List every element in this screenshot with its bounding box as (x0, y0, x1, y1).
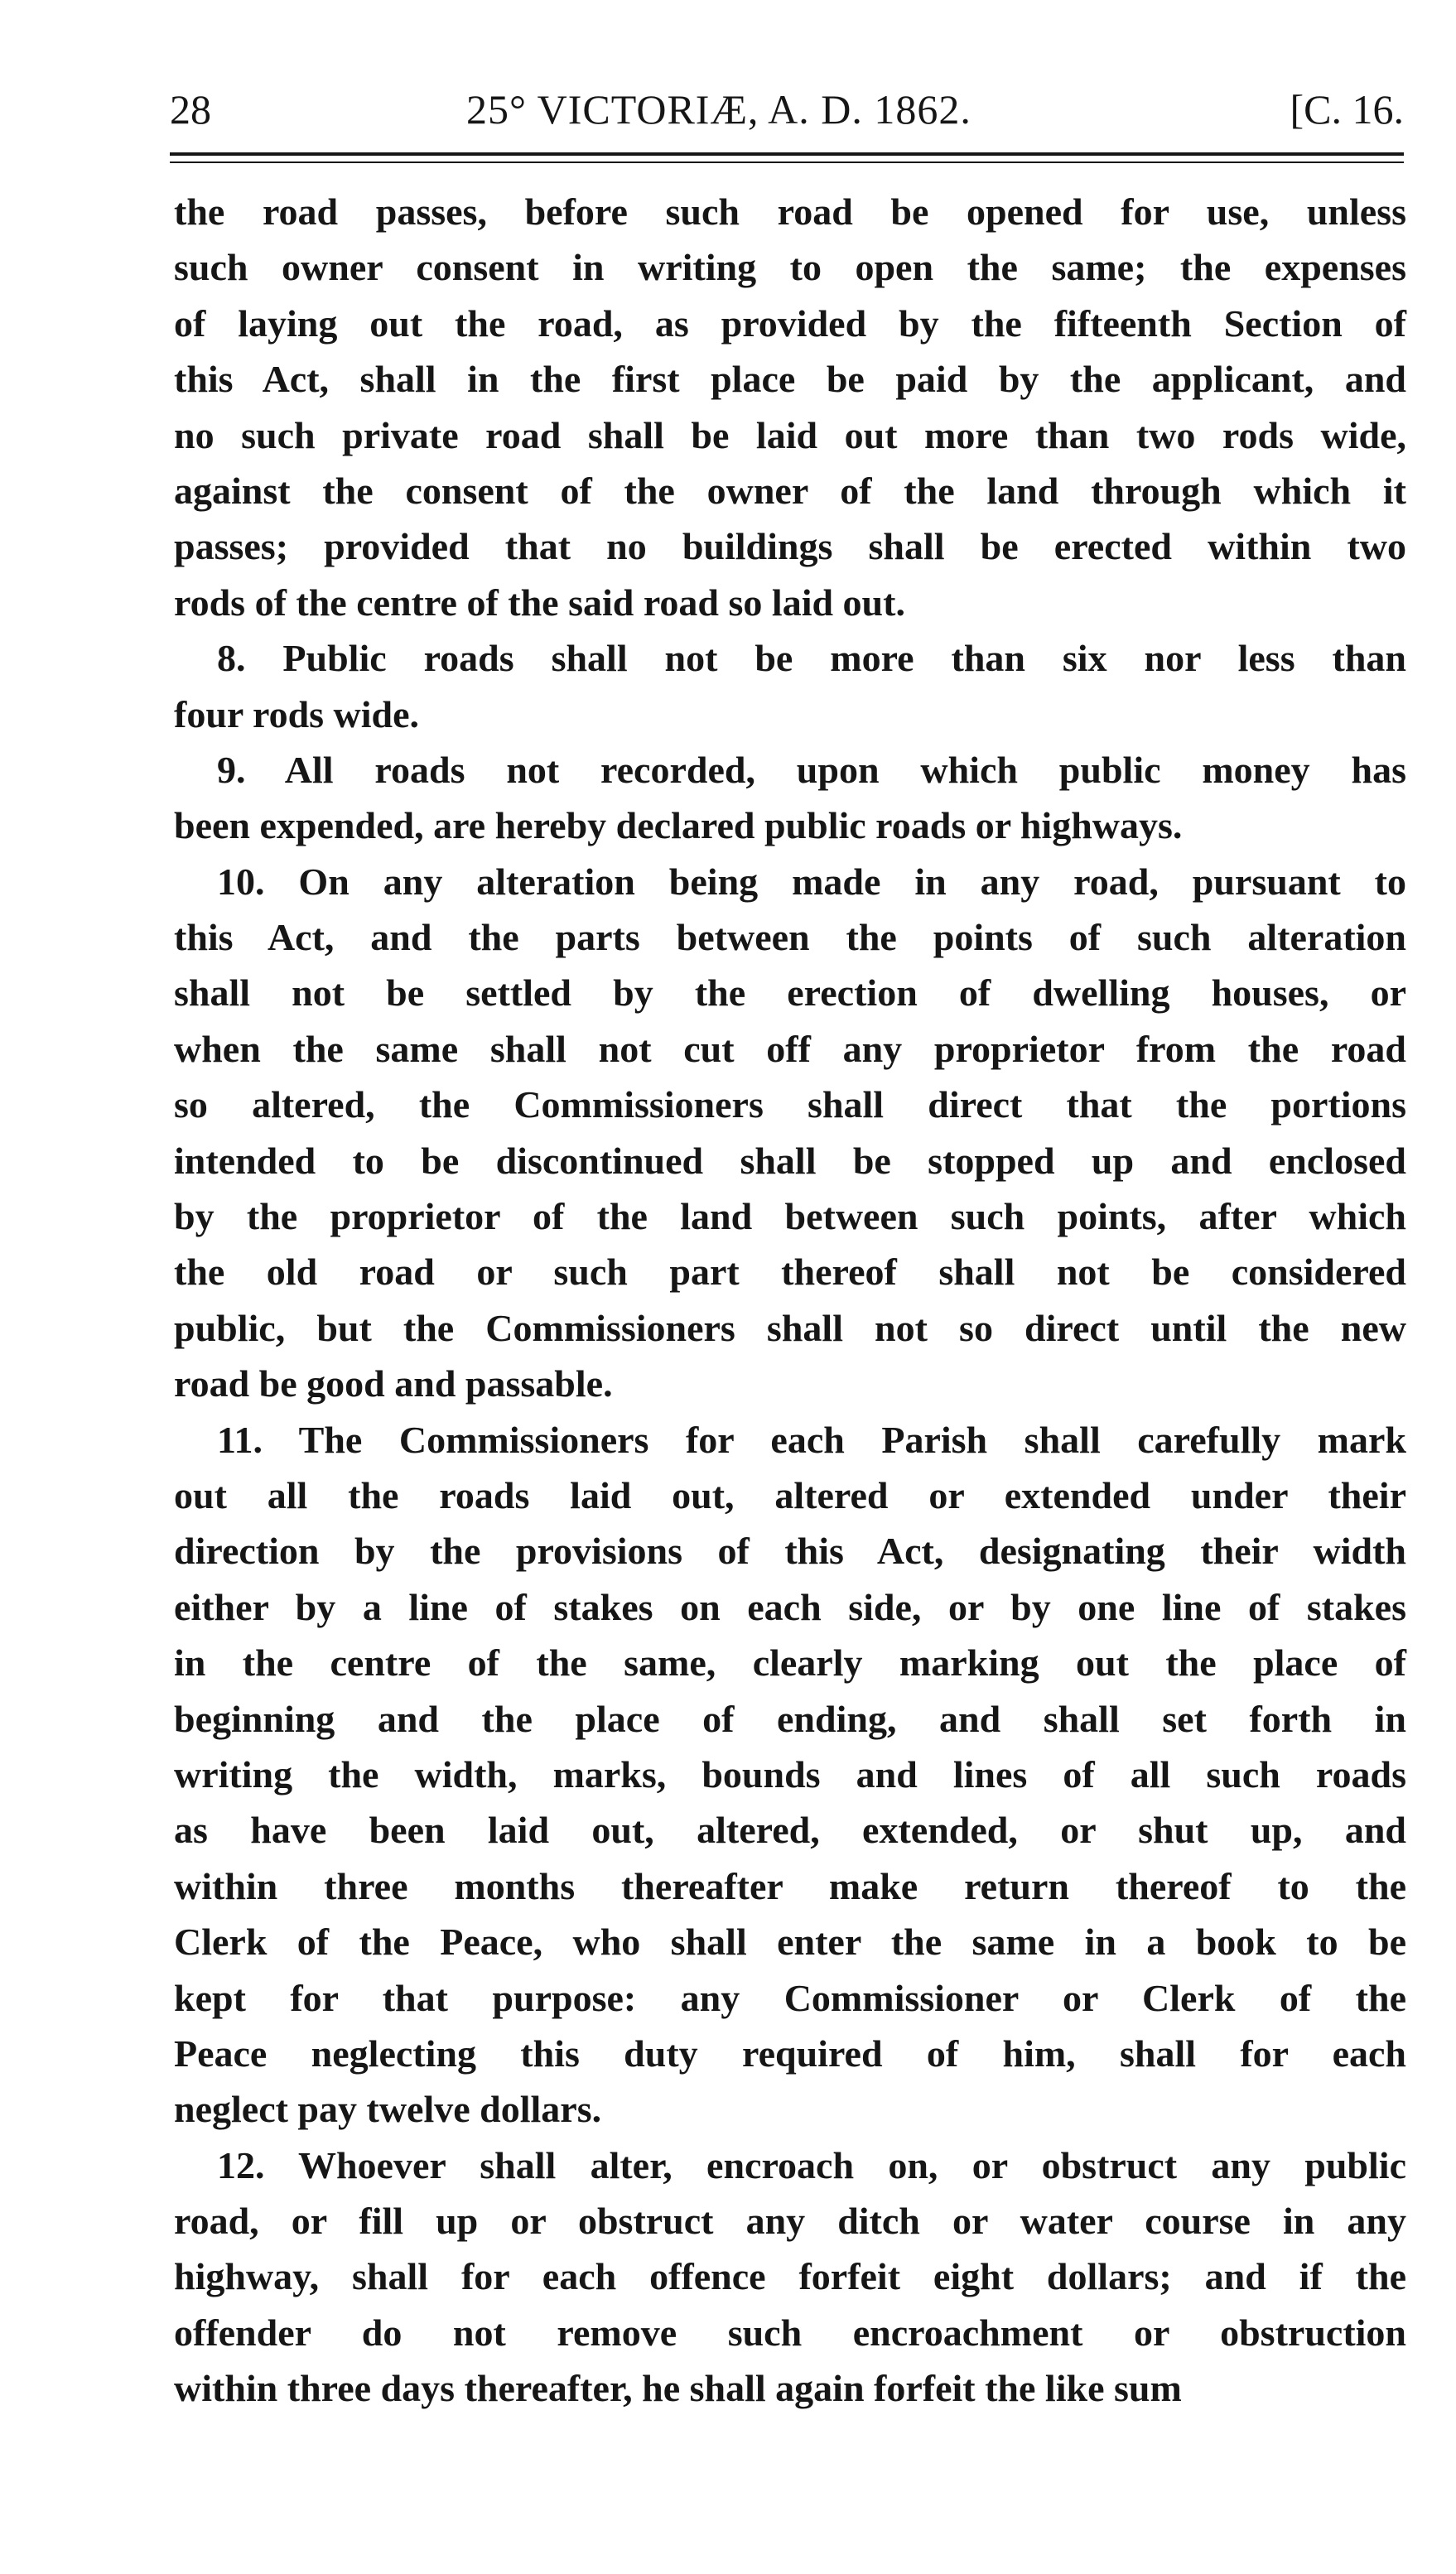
text-line: 9. All roads not recorded, upon which public money has (217, 748, 1406, 791)
text-line: intended to be discontinued shall be stopped up and enclosed (174, 1139, 1406, 1182)
text-line: 12. Whoever shall alter, encroach on, or obstruct any public (217, 2143, 1406, 2186)
text-line: beginning and the place of ending, and shall set forth in (174, 1697, 1406, 1740)
text-line: writing the width, marks, bounds and lines of all such roads (174, 1752, 1406, 1796)
text-line: in the centre of the same, clearly marking out the place of (174, 1641, 1406, 1685)
text-line: public, but the Commissioners shall not so direct until the new (174, 1306, 1406, 1349)
text-line: road be good and passable. (174, 1362, 613, 1405)
section-paragraph (174, 630, 1406, 742)
section-paragraph (174, 742, 1406, 854)
text-line: so altered, the Commissioners shall direct that the portions (174, 1083, 1406, 1126)
text-line: no such private road shall be laid out more than two rods wide, (174, 413, 1406, 456)
text-line: when the same shall not cut off any proprietor from the road (174, 1027, 1406, 1070)
text-line: highway, shall for each offence forfeit eight dollars; and if the (174, 2255, 1406, 2298)
text-line: such owner consent in writing to open the same; the expenses (174, 246, 1406, 289)
chapter-reference: [C. 16. (1290, 86, 1404, 133)
text-line: offender do not remove such encroachment or obstruction (174, 2311, 1406, 2354)
text-line: Peace neglecting this duty required of him, shall for each (174, 2032, 1406, 2075)
text-line: this Act, and the parts between the points of such alteration (174, 916, 1406, 959)
text-line: the old road or such part thereof shall not be considered (174, 1251, 1406, 1294)
text-line: of laying out the road, as provided by the fifteenth Section of (174, 301, 1406, 345)
text-line: 10. On any alteration being made in any road, pursuant to (217, 860, 1406, 903)
text-line: this Act, shall in the first place be paid by the applicant, and (174, 358, 1406, 401)
text-line: neglect pay twelve dollars. (174, 2088, 602, 2131)
section-paragraph (174, 2138, 1406, 2417)
text-line: Clerk of the Peace, who shall enter the same in a book to be (174, 1921, 1406, 1964)
text-line: 11. The Commissioners for each Parish shall carefully mark (217, 1418, 1406, 1461)
body-text (174, 184, 1406, 2417)
running-head (170, 76, 1404, 142)
text-line: within three days thereafter, he shall again forfeit the like sum (174, 2367, 1182, 2410)
text-line: road, or fill up or obstruct any ditch or water course in any (174, 2200, 1406, 2243)
text-line: by the proprietor of the land between such points, after which (174, 1195, 1406, 1238)
text-line: four rods wide. (174, 692, 420, 735)
text-line: 8. Public roads shall not be more than six nor less than (217, 637, 1406, 680)
page-number: 28 (170, 86, 211, 133)
text-line: out all the roads laid out, altered or extended under their (174, 1473, 1406, 1516)
text-line: been expended, are hereby declared public roads or highways. (174, 804, 1183, 847)
section-paragraph (174, 1412, 1406, 2138)
text-line: within three months thereafter make return thereof to the (174, 1864, 1406, 1907)
text-line: as have been laid out, altered, extended, or shut up, and (174, 1809, 1406, 1852)
text-line: direction by the provisions of this Act, designating their width (174, 1530, 1406, 1573)
text-line: rods of the centre of the said road so laid out. (174, 581, 905, 624)
text-line: against the consent of the owner of the land through which it (174, 469, 1406, 512)
text-line: either by a line of stakes on each side, or by one line of stakes (174, 1585, 1406, 1628)
header-rule-thin (170, 161, 1404, 163)
text-line: shall not be settled by the erection of dwelling houses, or (174, 971, 1406, 1015)
text-line: the road passes, before such road be opened for use, unless (174, 190, 1406, 233)
act-title: 25° VICTORIÆ, A. D. 1862. (466, 86, 971, 133)
text-line: kept for that purpose: any Commissioner or Clerk of the (174, 1976, 1406, 2019)
text-line: passes; provided that no buildings shall be erected within two (174, 525, 1406, 568)
section-paragraph (174, 854, 1406, 1412)
continued-paragraph (174, 184, 1406, 630)
header-rule-thick (170, 152, 1404, 156)
